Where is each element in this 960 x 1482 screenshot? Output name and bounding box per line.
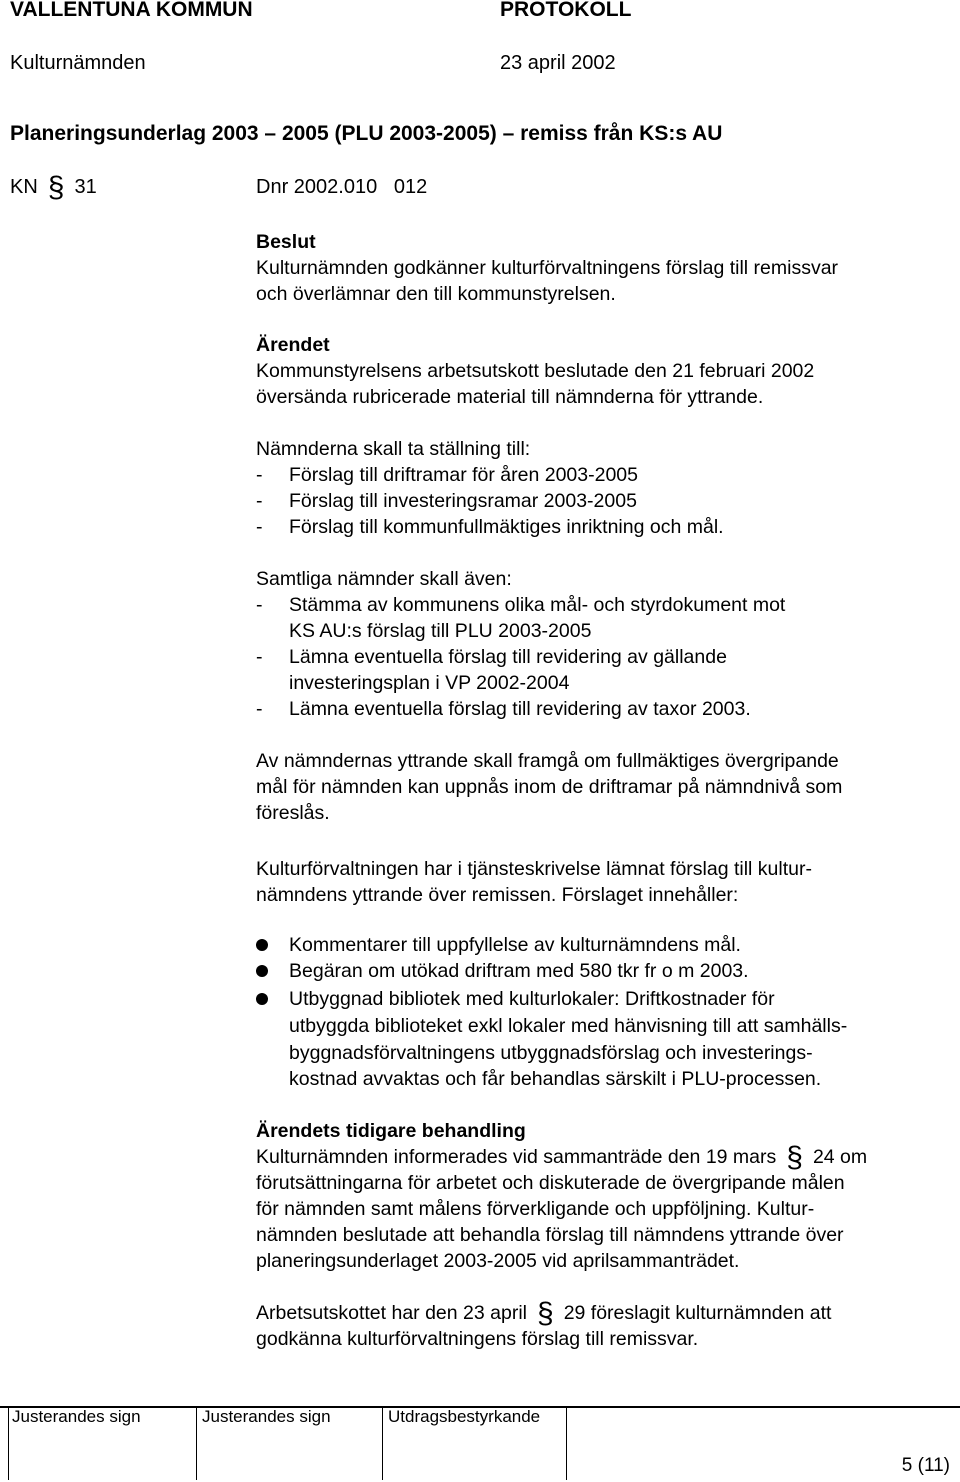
yttrande-line: mål för nämnden kan uppnås inom de driftramar på nämndnivå som: [256, 776, 843, 798]
list-item: - Stämma av kommunens olika mål- och styrdokument mot: [256, 594, 786, 616]
footer-divider: [566, 1406, 567, 1480]
bullet-item: Begäran om utökad driftram med 580 tkr fr o m 2003.: [289, 960, 749, 982]
tidigare-line: förutsättningarna för arbetet och diskuterade de övergripande målen: [256, 1172, 845, 1194]
list-item: - Lämna eventuella förslag till revidering av gällande: [256, 646, 727, 668]
org-name: VALLENTUNA KOMMUN: [10, 0, 253, 21]
tidigare-line: nämnden beslutade att behandla förslag till nämndens yttrande över: [256, 1224, 844, 1246]
tidigare-line: Kulturnämnden informerades vid sammanträde den 19 mars § 24 om: [256, 1141, 868, 1174]
tidigare-line: för nämnden samt målens förverkligande och uppföljning. Kultur-: [256, 1198, 815, 1220]
committee-name: Kulturnämnden: [10, 52, 146, 74]
tidigare-line: planeringsunderlaget 2003-2005 vid aprilsammanträdet.: [256, 1250, 740, 1272]
section-symbol: §: [537, 1297, 554, 1330]
arendet-heading: Ärendet: [256, 334, 330, 356]
kultur-line: Kulturförvaltningen har i tjänsteskrivelse lämnat förslag till kultur-: [256, 858, 812, 880]
sign-field-1: Justerandes sign: [12, 1407, 141, 1426]
signature-footer: [0, 1406, 960, 1482]
tidigare-heading: Ärendets tidigare behandling: [256, 1120, 526, 1142]
page-number: 5 (11): [901, 1455, 950, 1476]
au-line: Arbetsutskottet har den 23 april § 29 föreslagit kulturnämnden att: [256, 1297, 832, 1330]
list-item: - Lämna eventuella förslag till revidering av taxor 2003.: [256, 698, 751, 720]
case-reference: [10, 171, 97, 204]
list-item: - Förslag till driftramar för åren 2003-2005: [256, 464, 638, 486]
page-title: Planeringsunderlag 2003 – 2005 (PLU 2003-2005) – remiss från KS:s AU: [10, 122, 723, 145]
footer-divider: [196, 1406, 197, 1480]
dnr: Dnr 2002.010 012: [256, 176, 428, 198]
kultur-line: nämndens yttrande över remissen. Förslaget innehåller:: [256, 884, 739, 906]
document-type: PROTOKOLL: [500, 0, 632, 21]
bullet-dot: [256, 965, 268, 977]
kn-label: KN: [10, 176, 38, 198]
beslut-line: Kulturnämnden godkänner kulturförvaltningens förslag till remissvar: [256, 257, 839, 279]
bullet-dot: [256, 939, 268, 951]
section-symbol: §: [47, 171, 65, 204]
sign-field-2: Justerandes sign: [202, 1407, 331, 1426]
bullet-item: Utbyggnad bibliotek med kulturlokaler: Driftkostnader för: [289, 988, 775, 1010]
list-item-continuation: investeringsplan i VP 2002-2004: [289, 672, 570, 694]
footer-divider: [382, 1406, 383, 1480]
beslut-heading: Beslut: [256, 231, 316, 253]
stallning-intro: Nämnderna skall ta ställning till:: [256, 438, 531, 460]
au-line: godkänna kulturförvaltningens förslag till remissvar.: [256, 1328, 699, 1350]
bullet-item: Kommentarer till uppfyllelse av kulturnämndens mål.: [289, 934, 741, 956]
beslut-line: och överlämnar den till kommunstyrelsen.: [256, 283, 616, 305]
samtliga-intro: Samtliga nämnder skall även:: [256, 568, 512, 590]
list-item: - Förslag till investeringsramar 2003-2005: [256, 490, 637, 512]
yttrande-line: Av nämndernas yttrande skall framgå om fullmäktiges övergripande: [256, 750, 839, 772]
arendet-line: Kommunstyrelsens arbetsutskott beslutade den 21 februari 2002: [256, 360, 815, 382]
bullet-item-continuation: utbyggda biblioteket exkl lokaler med hänvisning till att samhälls-: [289, 1015, 848, 1037]
bullet-item-continuation: byggnadsförvaltningens utbyggnadsförslag och investerings-: [289, 1042, 813, 1064]
bullet-item-continuation: kostnad avvaktas och får behandlas särskilt i PLU-processen.: [289, 1068, 822, 1090]
section-symbol: §: [786, 1141, 803, 1174]
bullet-dot: [256, 993, 268, 1005]
list-item-continuation: KS AU:s förslag till PLU 2003-2005: [289, 620, 592, 642]
yttrande-line: föreslås.: [256, 802, 330, 824]
certification-field: Utdragsbestyrkande: [388, 1407, 541, 1426]
kn-number: 31: [74, 176, 97, 198]
list-item: - Förslag till kommunfullmäktiges inriktning och mål.: [256, 516, 724, 538]
meeting-date: 23 april 2002: [500, 52, 616, 74]
footer-divider: [8, 1406, 9, 1480]
arendet-line: översända rubricerade material till nämnderna för yttrande.: [256, 386, 764, 408]
